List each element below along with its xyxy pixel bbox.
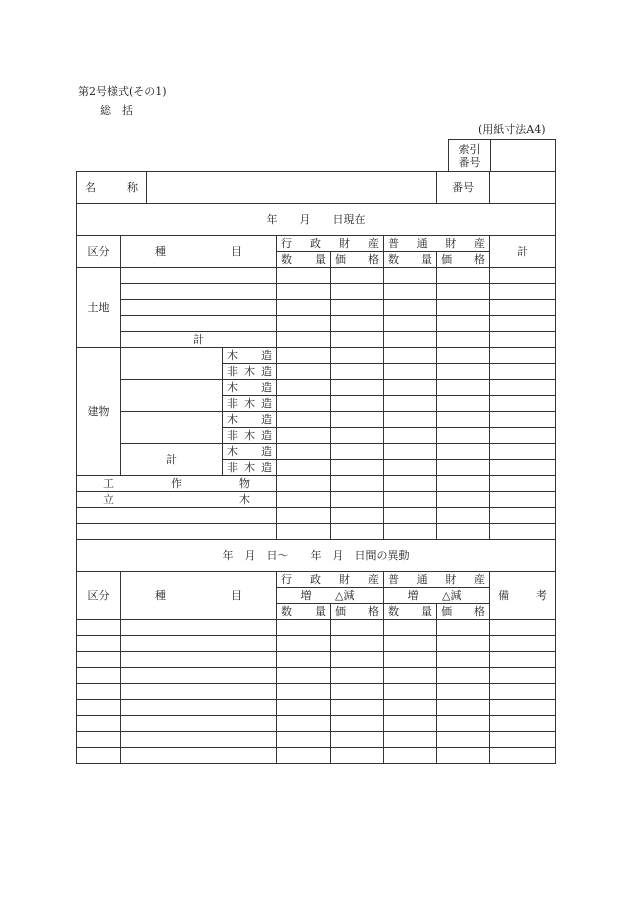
cell[interactable]: [490, 300, 556, 316]
cell[interactable]: [437, 380, 490, 396]
increase-decrease-header: [277, 588, 384, 604]
cell[interactable]: [384, 460, 437, 476]
structures-row: [77, 476, 556, 492]
cell[interactable]: [384, 300, 437, 316]
cell[interactable]: [437, 716, 490, 732]
cell[interactable]: [121, 748, 277, 764]
cell[interactable]: [437, 748, 490, 764]
cell[interactable]: [331, 348, 384, 364]
sub-quantity: 数量: [384, 252, 437, 268]
cell[interactable]: [121, 700, 277, 716]
trees-label: 立 木: [77, 492, 277, 508]
cell[interactable]: [331, 300, 384, 316]
cell[interactable]: [277, 732, 331, 748]
cell[interactable]: [277, 412, 331, 428]
cell[interactable]: [77, 748, 121, 764]
cell[interactable]: [331, 652, 384, 668]
land-total-label: 計: [121, 332, 277, 348]
cell[interactable]: [384, 668, 437, 684]
cell[interactable]: [490, 748, 556, 764]
cell[interactable]: [331, 364, 384, 380]
cell[interactable]: [490, 284, 556, 300]
cell[interactable]: [331, 524, 384, 540]
cell[interactable]: [384, 364, 437, 380]
cell[interactable]: [384, 508, 437, 524]
cell[interactable]: [437, 668, 490, 684]
cell[interactable]: [277, 364, 331, 380]
sub-quantity: 数量: [277, 252, 331, 268]
cell[interactable]: [277, 380, 331, 396]
cell[interactable]: [384, 700, 437, 716]
cell[interactable]: [384, 716, 437, 732]
cell[interactable]: [277, 348, 331, 364]
cell[interactable]: [331, 380, 384, 396]
cell[interactable]: [121, 620, 277, 636]
wood-label: 木造: [223, 412, 277, 428]
cell[interactable]: [384, 652, 437, 668]
land-item-cell[interactable]: [121, 316, 277, 332]
decrease-label: △減: [335, 589, 355, 602]
index-number-label: 索引 番号: [449, 140, 491, 172]
form-title: 総 括: [100, 104, 133, 117]
cell[interactable]: [384, 636, 437, 652]
change-period-title[interactable]: 年 月 日〜 年 月 日間の異動: [77, 540, 556, 572]
building-item-cell[interactable]: [121, 412, 223, 444]
wood-label: 木造: [223, 380, 277, 396]
cell[interactable]: [77, 684, 121, 700]
cell[interactable]: [331, 508, 384, 524]
cell[interactable]: [331, 620, 384, 636]
cell[interactable]: [490, 412, 556, 428]
cell[interactable]: [384, 284, 437, 300]
cell[interactable]: [77, 508, 277, 524]
cell[interactable]: [437, 332, 490, 348]
header-row-1: [77, 236, 556, 252]
cell[interactable]: [331, 492, 384, 508]
cell[interactable]: [384, 428, 437, 444]
cell[interactable]: [437, 620, 490, 636]
change-row: [77, 716, 556, 732]
cell[interactable]: [277, 700, 331, 716]
section-2: [77, 540, 556, 764]
cell[interactable]: [77, 716, 121, 732]
wood-label: 木造: [223, 348, 277, 364]
building-row: [77, 348, 556, 364]
col-gyosei: 行政財産: [277, 572, 384, 588]
cell[interactable]: [277, 268, 331, 284]
cell[interactable]: [490, 732, 556, 748]
cell[interactable]: [437, 652, 490, 668]
cell[interactable]: [437, 268, 490, 284]
cell[interactable]: [384, 476, 437, 492]
index-number-field[interactable]: [491, 140, 556, 172]
cell[interactable]: [384, 348, 437, 364]
cell[interactable]: [490, 652, 556, 668]
cell[interactable]: [331, 332, 384, 348]
land-row: [77, 268, 556, 284]
change-row: [77, 668, 556, 684]
cell[interactable]: [277, 668, 331, 684]
cell[interactable]: [331, 268, 384, 284]
nonwood-label: 非木造: [223, 396, 277, 412]
cell[interactable]: [331, 700, 384, 716]
col-futsu: 普通財産: [384, 236, 490, 252]
change-row: [77, 636, 556, 652]
cell[interactable]: [77, 524, 277, 540]
change-row: [77, 652, 556, 668]
cell[interactable]: [490, 380, 556, 396]
land-row: [77, 284, 556, 300]
col-shumoku: 種 目: [121, 236, 277, 268]
cell[interactable]: [490, 316, 556, 332]
nonwood-label: 非木造: [223, 364, 277, 380]
land-row: [77, 316, 556, 332]
cell[interactable]: [277, 636, 331, 652]
cell[interactable]: [437, 524, 490, 540]
cell[interactable]: [331, 476, 384, 492]
cell[interactable]: [277, 284, 331, 300]
cell[interactable]: [331, 412, 384, 428]
cell[interactable]: [331, 668, 384, 684]
increase-decrease-header: [384, 588, 490, 604]
cell[interactable]: [490, 460, 556, 476]
cell[interactable]: [77, 652, 121, 668]
trees-row: [77, 492, 556, 508]
name-field[interactable]: [147, 172, 437, 204]
as-of-date-title[interactable]: 年 月 日現在: [77, 204, 556, 236]
structures-label: 工 作 物: [77, 476, 277, 492]
cell[interactable]: [384, 396, 437, 412]
cell[interactable]: [490, 636, 556, 652]
cell[interactable]: [77, 732, 121, 748]
cell[interactable]: [77, 700, 121, 716]
cell[interactable]: [437, 284, 490, 300]
cell[interactable]: [384, 620, 437, 636]
cell[interactable]: [121, 732, 277, 748]
cell[interactable]: [331, 396, 384, 412]
col-futsu: 普通財産: [384, 572, 490, 588]
sub-price: 価格: [331, 604, 384, 620]
cell[interactable]: [490, 444, 556, 460]
cell[interactable]: [331, 284, 384, 300]
cell[interactable]: [490, 396, 556, 412]
cell[interactable]: [490, 428, 556, 444]
period-title-row: [77, 540, 556, 572]
cell[interactable]: [277, 716, 331, 732]
cell[interactable]: [331, 316, 384, 332]
number-field[interactable]: [490, 172, 556, 204]
date-title-row: [77, 204, 556, 236]
sub-price: 価格: [437, 604, 490, 620]
cell[interactable]: [490, 508, 556, 524]
cell[interactable]: [77, 620, 121, 636]
cell[interactable]: [277, 620, 331, 636]
cell[interactable]: [277, 300, 331, 316]
cell[interactable]: [277, 316, 331, 332]
paper-size-note: (用紙寸法A4): [478, 123, 546, 136]
cell[interactable]: [437, 460, 490, 476]
cell[interactable]: [490, 524, 556, 540]
cell[interactable]: [437, 316, 490, 332]
cell[interactable]: [277, 684, 331, 700]
cell[interactable]: [384, 748, 437, 764]
cell[interactable]: [331, 460, 384, 476]
col-total: 計: [490, 236, 556, 268]
cell[interactable]: [121, 668, 277, 684]
cell[interactable]: [437, 348, 490, 364]
cell[interactable]: [384, 380, 437, 396]
cell[interactable]: [277, 460, 331, 476]
cell[interactable]: [437, 508, 490, 524]
increase-label: 増: [300, 589, 312, 602]
building-row: [77, 380, 556, 396]
cell[interactable]: [490, 476, 556, 492]
section-1: [77, 172, 556, 540]
cell[interactable]: [277, 396, 331, 412]
cell[interactable]: [490, 620, 556, 636]
cell[interactable]: [384, 732, 437, 748]
cell[interactable]: [384, 412, 437, 428]
change-row: [77, 748, 556, 764]
number-label: 番号: [437, 172, 490, 204]
cell[interactable]: [121, 684, 277, 700]
cell[interactable]: [490, 348, 556, 364]
decrease-label: △減: [442, 589, 462, 602]
cell[interactable]: [331, 684, 384, 700]
cell[interactable]: [384, 316, 437, 332]
cell[interactable]: [277, 652, 331, 668]
col-kubun: 区分: [77, 572, 121, 620]
cell[interactable]: [77, 636, 121, 652]
sub-price: 価格: [331, 252, 384, 268]
cell[interactable]: [384, 332, 437, 348]
land-item-cell[interactable]: [121, 268, 277, 284]
cell[interactable]: [437, 428, 490, 444]
cell[interactable]: [121, 652, 277, 668]
cell[interactable]: [277, 444, 331, 460]
cell[interactable]: [490, 268, 556, 284]
building-label: 建物: [77, 348, 121, 476]
land-row: [77, 300, 556, 316]
cell[interactable]: [490, 332, 556, 348]
cell[interactable]: [437, 396, 490, 412]
change-row: [77, 620, 556, 636]
sub-quantity: 数量: [277, 604, 331, 620]
cell[interactable]: [437, 492, 490, 508]
cell[interactable]: [437, 444, 490, 460]
building-item-cell[interactable]: [121, 380, 223, 412]
blank-row: [77, 524, 556, 540]
nonwood-label: 非木造: [223, 460, 277, 476]
change-row: [77, 732, 556, 748]
building-row: [77, 412, 556, 428]
sub-quantity: 数量: [384, 604, 437, 620]
cell[interactable]: [384, 268, 437, 284]
cell[interactable]: [490, 492, 556, 508]
land-item-cell[interactable]: [121, 284, 277, 300]
cell[interactable]: [437, 412, 490, 428]
cell[interactable]: [121, 716, 277, 732]
cell[interactable]: [331, 748, 384, 764]
cell[interactable]: [277, 428, 331, 444]
wood-label: 木造: [223, 444, 277, 460]
cell[interactable]: [277, 492, 331, 508]
cell[interactable]: [277, 332, 331, 348]
cell[interactable]: [437, 700, 490, 716]
cell[interactable]: [384, 524, 437, 540]
cell[interactable]: [331, 428, 384, 444]
nonwood-label: 非木造: [223, 428, 277, 444]
change-row: [77, 700, 556, 716]
increase-label: 増: [407, 589, 419, 602]
col-kubun: 区分: [77, 236, 121, 268]
cell[interactable]: [437, 684, 490, 700]
cell[interactable]: [277, 508, 331, 524]
col-gyosei: 行政財産: [277, 236, 384, 252]
col-shumoku: 種 目: [121, 572, 277, 620]
cell[interactable]: [490, 668, 556, 684]
building-total-label: 計: [121, 444, 223, 476]
cell[interactable]: [437, 476, 490, 492]
header-row-1: [77, 572, 556, 588]
cell[interactable]: [331, 444, 384, 460]
building-total-row: [77, 444, 556, 460]
cell[interactable]: [277, 748, 331, 764]
cell[interactable]: [331, 716, 384, 732]
cell[interactable]: [331, 732, 384, 748]
cell[interactable]: [331, 636, 384, 652]
cell[interactable]: [437, 732, 490, 748]
cell[interactable]: [121, 636, 277, 652]
form-number: 第2号様式(その1): [78, 85, 167, 98]
cell[interactable]: [277, 524, 331, 540]
cell[interactable]: [437, 300, 490, 316]
land-item-cell[interactable]: [121, 300, 277, 316]
cell[interactable]: [277, 476, 331, 492]
cell[interactable]: [437, 636, 490, 652]
cell[interactable]: [384, 444, 437, 460]
name-label: 名 称: [77, 172, 147, 204]
col-remarks: 備 考: [490, 572, 556, 620]
summary-form: [76, 171, 556, 764]
land-label: 土地: [77, 268, 121, 348]
change-row: [77, 684, 556, 700]
cell[interactable]: [490, 684, 556, 700]
cell[interactable]: [490, 364, 556, 380]
cell[interactable]: [77, 668, 121, 684]
land-total-row: [77, 332, 556, 348]
cell[interactable]: [384, 492, 437, 508]
cell[interactable]: [490, 700, 556, 716]
building-item-cell[interactable]: [121, 348, 223, 380]
sub-price: 価格: [437, 252, 490, 268]
blank-row: [77, 508, 556, 524]
index-number-box: [448, 139, 556, 172]
cell[interactable]: [437, 364, 490, 380]
name-row: [77, 172, 556, 204]
cell[interactable]: [490, 716, 556, 732]
cell[interactable]: [384, 684, 437, 700]
